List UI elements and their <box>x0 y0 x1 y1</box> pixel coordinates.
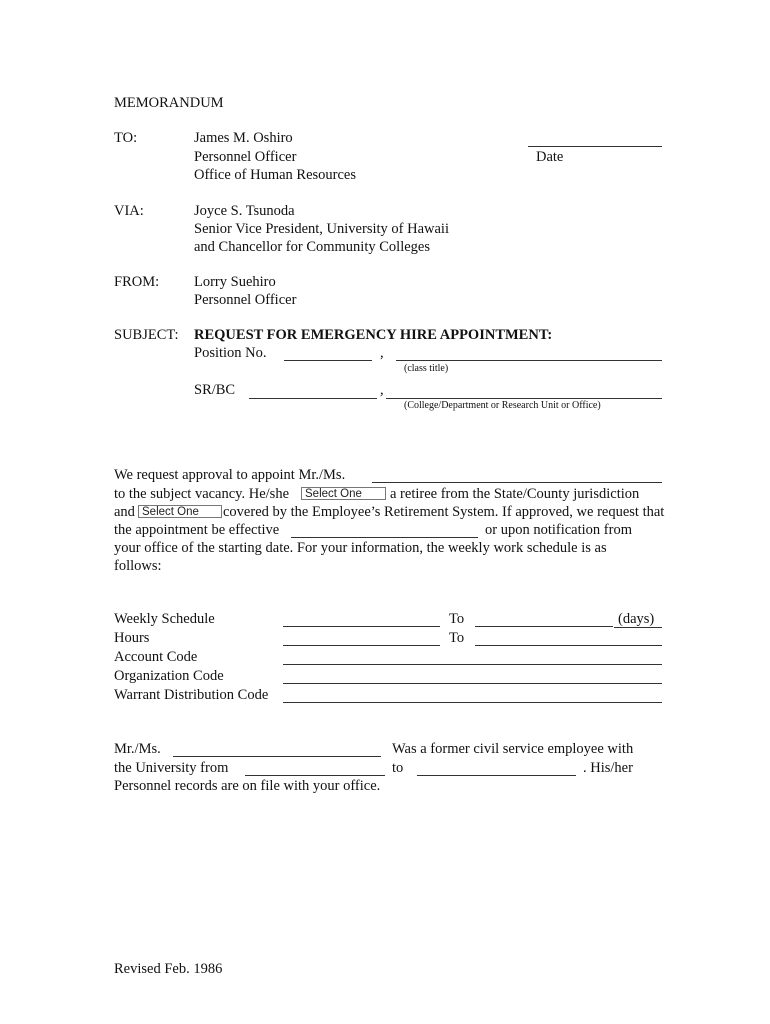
unit-caption: (College/Department or Research Unit or Office) <box>404 400 601 411</box>
univ-from-label: the University from <box>114 760 229 776</box>
class-title-field[interactable] <box>396 346 662 361</box>
his-her-label: . His/her <box>583 760 633 776</box>
body-line-4a: the appointment be effective <box>114 522 280 538</box>
body-line-6: follows: <box>114 558 162 574</box>
via-name: Joyce S. Tsunoda <box>194 203 295 219</box>
position-comma: , <box>380 345 384 361</box>
weekly-from-field[interactable] <box>283 612 440 627</box>
to-office: Office of Human Resources <box>194 167 356 183</box>
body-line-2b: a retiree from the State/County jurisdiction <box>390 486 640 502</box>
srbc-comma: , <box>380 382 384 398</box>
days-underline <box>614 627 662 628</box>
univ-to-field[interactable] <box>417 761 576 776</box>
effective-date-field[interactable] <box>291 523 478 538</box>
account-code-label: Account Code <box>114 649 198 665</box>
to-label: TO: <box>114 130 138 146</box>
to-name: James M. Oshiro <box>194 130 293 146</box>
subject-heading: REQUEST FOR EMERGENCY HIRE APPOINTMENT: <box>194 327 553 343</box>
body-line-4b: or upon notification from <box>485 522 632 538</box>
and-select[interactable]: Select One <box>138 505 222 518</box>
hours-to-label: To <box>449 630 465 646</box>
he-she-select[interactable]: Select One <box>301 487 386 500</box>
position-number-field[interactable] <box>284 346 372 361</box>
unit-field[interactable] <box>386 384 662 399</box>
via-title-1: Senior Vice President, University of Hawaii <box>194 221 449 237</box>
srbc-field[interactable] <box>249 384 377 399</box>
from-label: FROM: <box>114 274 160 290</box>
warrant-code-label: Warrant Distribution Code <box>114 687 269 703</box>
hours-from-field[interactable] <box>283 631 440 646</box>
position-label: Position No. <box>194 345 267 361</box>
via-label: VIA: <box>114 203 144 219</box>
appointee-name-field[interactable] <box>372 468 662 483</box>
weekly-schedule-label: Weekly Schedule <box>114 611 215 627</box>
date-label: Date <box>536 149 564 165</box>
srbc-label: SR/BC <box>194 382 236 398</box>
former-mr-ms-label: Mr./Ms. <box>114 741 161 757</box>
hours-label: Hours <box>114 630 150 646</box>
former-name-field[interactable] <box>173 742 381 757</box>
body-line-3b: covered by the Employee’s Retirement System. If approved, we request that <box>223 504 665 520</box>
hours-to-field[interactable] <box>475 631 662 646</box>
date-field[interactable] <box>528 132 662 147</box>
body-line-3a: and <box>114 504 135 520</box>
class-title-caption: (class title) <box>404 363 449 374</box>
subject-label: SUBJECT: <box>114 327 179 343</box>
to-title: Personnel Officer <box>194 149 297 165</box>
records-text: Personnel records are on file with your office. <box>114 778 381 794</box>
from-name: Lorry Suehiro <box>194 274 276 290</box>
warrant-code-field[interactable] <box>283 688 662 703</box>
organization-code-field[interactable] <box>283 669 662 684</box>
account-code-field[interactable] <box>283 650 662 665</box>
former-text: Was a former civil service employee with <box>392 741 634 757</box>
memo-title: MEMORANDUM <box>114 95 224 111</box>
univ-from-field[interactable] <box>245 761 385 776</box>
univ-to-label: to <box>392 760 404 776</box>
body-line-1: We request approval to appoint Mr./Ms. <box>114 467 346 483</box>
revised-date: Revised Feb. 1986 <box>114 961 223 977</box>
weekly-to-field[interactable] <box>475 612 613 627</box>
body-line-2a: to the subject vacancy. He/she <box>114 486 290 502</box>
via-title-2: and Chancellor for Community Colleges <box>194 239 430 255</box>
body-line-5: your office of the starting date. For your information, the weekly work schedule is as <box>114 540 607 556</box>
from-title: Personnel Officer <box>194 292 297 308</box>
weekly-to-label: To <box>449 611 465 627</box>
organization-code-label: Organization Code <box>114 668 224 684</box>
days-label: (days) <box>618 611 655 627</box>
